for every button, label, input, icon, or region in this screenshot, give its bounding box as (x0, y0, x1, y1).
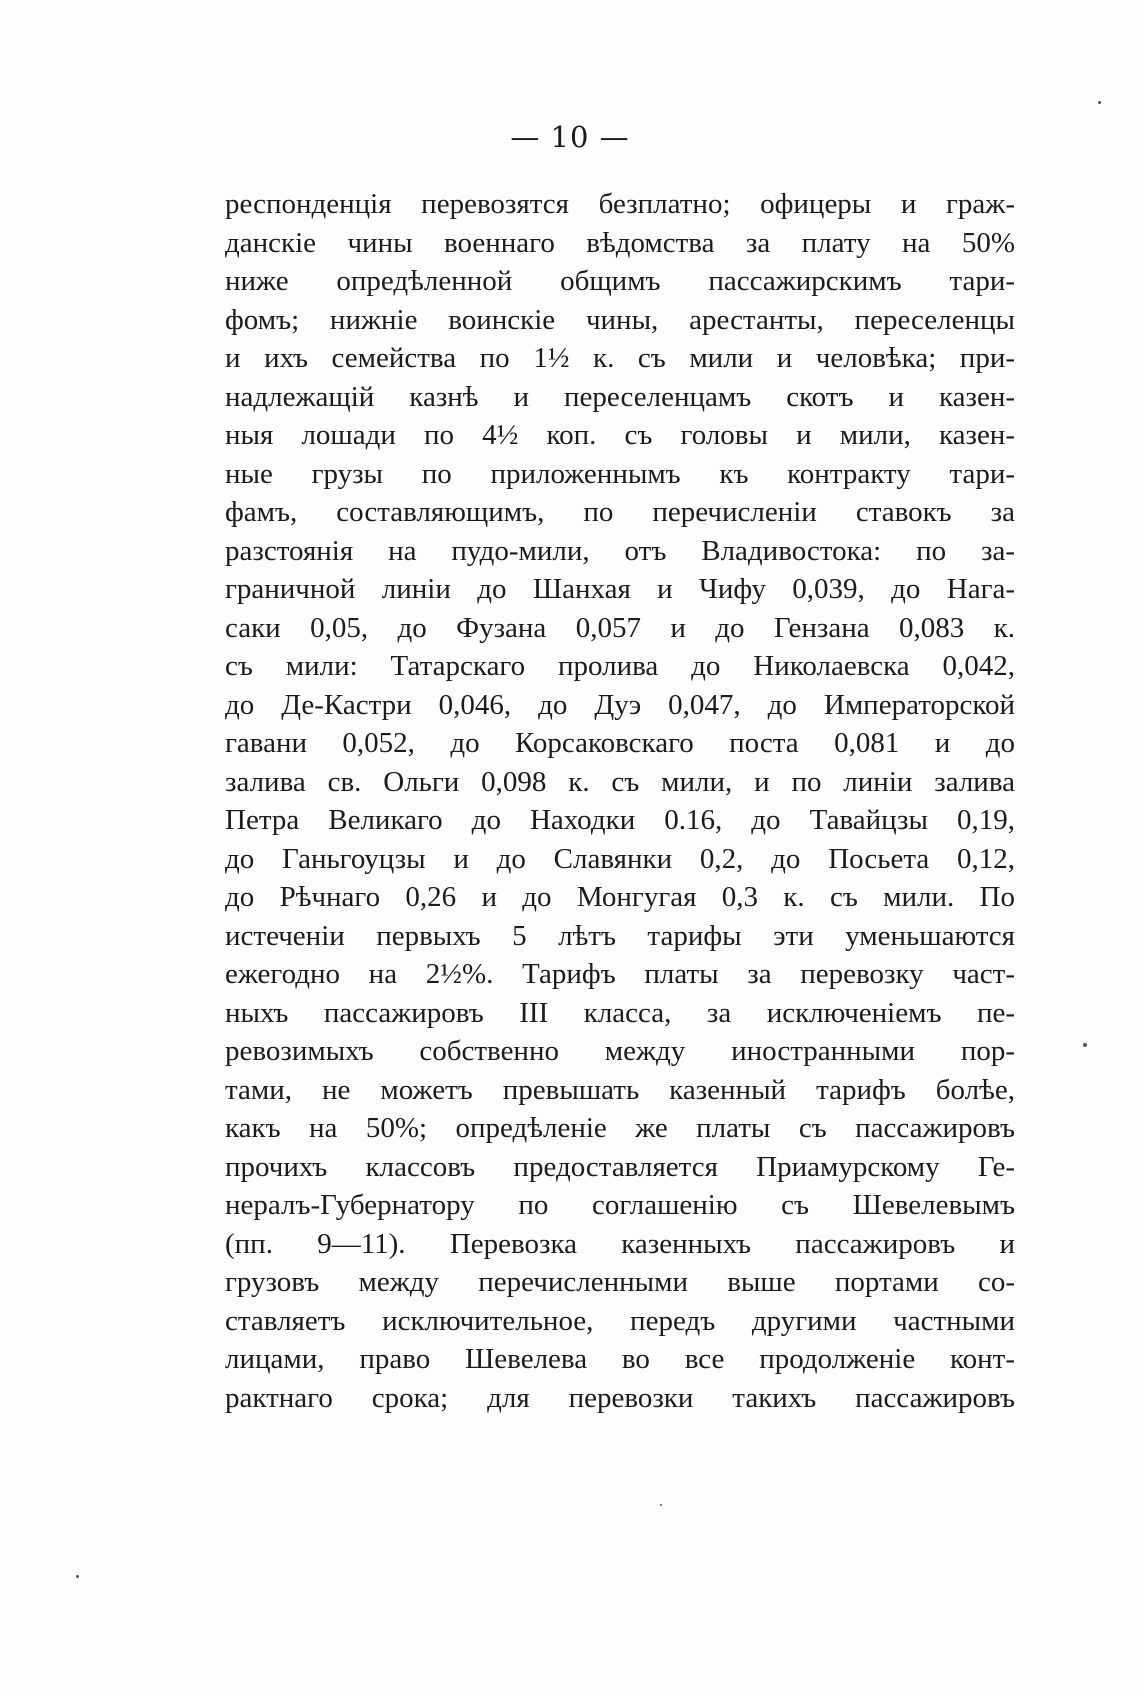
body-text (225, 185, 1015, 1417)
text-line: саки 0,05, до Фузана 0,057 и до Гензана 0,083 к. (225, 611, 1015, 644)
text-line: ные грузы по приложеннымъ къ контракту тари- (225, 457, 1015, 490)
text-line: респонденція перевозятся безплатно; офицеры и граж- (225, 188, 1015, 220)
text-line: нералъ-Губернатору по соглашенію съ Шевелевымъ (225, 1189, 1015, 1221)
text-line: истеченіи первыхъ 5 лѣтъ тарифы эти уменьшаются (225, 919, 1015, 952)
text-line: ежегодно на 2½%. Тарифъ платы за перевозку част- (225, 958, 1015, 990)
text-line: ниже опредѣленной общимъ пассажирскимъ тари- (225, 265, 1015, 297)
text-line: фомъ; нижніе воинскіе чины, арестанты, переселенцы (225, 303, 1015, 336)
text-line: надлежащій казнѣ и переселенцамъ скотъ и казен- (225, 380, 1015, 413)
text-line: лицами, право Шевелева во все продолженіе конт- (225, 1343, 1015, 1375)
text-line: данскіе чины военнаго вѣдомства за плату на 50% (225, 226, 1015, 259)
text-line: ныхъ пассажировъ III класса, за исключеніемъ пе- (225, 996, 1015, 1029)
scan-speck (76, 1575, 79, 1578)
text-line: гавани 0,052, до Корсаковскаго поста 0,081 и до (225, 727, 1015, 759)
scan-speck (660, 1504, 662, 1506)
text-line: залива св. Ольги 0,098 к. съ мили, и по линіи залива (225, 765, 1015, 798)
text-line: грузовъ между перечисленными выше портами со- (225, 1266, 1015, 1298)
text-line: до Ганьгоуцзы и до Славянки 0,2, до Посьета 0,12, (225, 842, 1015, 875)
page-number: — 10 — (510, 120, 630, 154)
text-line: съ мили: Татарскаго пролива до Николаевска 0,042, (225, 650, 1015, 682)
scan-speck (1098, 101, 1101, 104)
text-line: ставляетъ исключительное, передъ другими частными (225, 1304, 1015, 1337)
text-line: ревозимыхъ собственно между иностранными пор- (225, 1035, 1015, 1067)
text-line: Петра Великаго до Находки 0.16, до Тавайцзы 0,19, (225, 804, 1015, 836)
text-line: рактнаго срока; для перевозки такихъ пассажировъ (225, 1381, 1015, 1414)
scan-speck (1083, 1043, 1087, 1047)
text-line: разстоянія на пудо-мили, отъ Владивостока: по за- (225, 534, 1015, 567)
text-line: прочихъ классовъ предоставляется Приамурскому Ге- (225, 1150, 1015, 1183)
text-line: ныя лошади по 4½ коп. съ головы и мили, казен- (225, 419, 1015, 451)
text-line: (пп. 9—11). Перевозка казенныхъ пассажировъ и (225, 1227, 1015, 1260)
text-line: тами, не можетъ превышать казенный тарифъ болѣе, (225, 1073, 1015, 1106)
text-line: и ихъ семейства по 1½ к. съ мили и человѣка; при- (225, 342, 1015, 374)
text-line: какъ на 50%; опредѣленіе же платы съ пассажировъ (225, 1112, 1015, 1144)
text-line: до Де-Кастри 0,046, до Дуэ 0,047, до Императорской (225, 688, 1015, 721)
text-line: фамъ, составляющимъ, по перечисленіи ставокъ за (225, 496, 1015, 528)
text-line: до Рѣчнаго 0,26 и до Монгугая 0,3 к. съ мили. По (225, 881, 1015, 913)
text-line: граничной линіи до Шанхая и Чифу 0,039, до Нага- (225, 573, 1015, 605)
